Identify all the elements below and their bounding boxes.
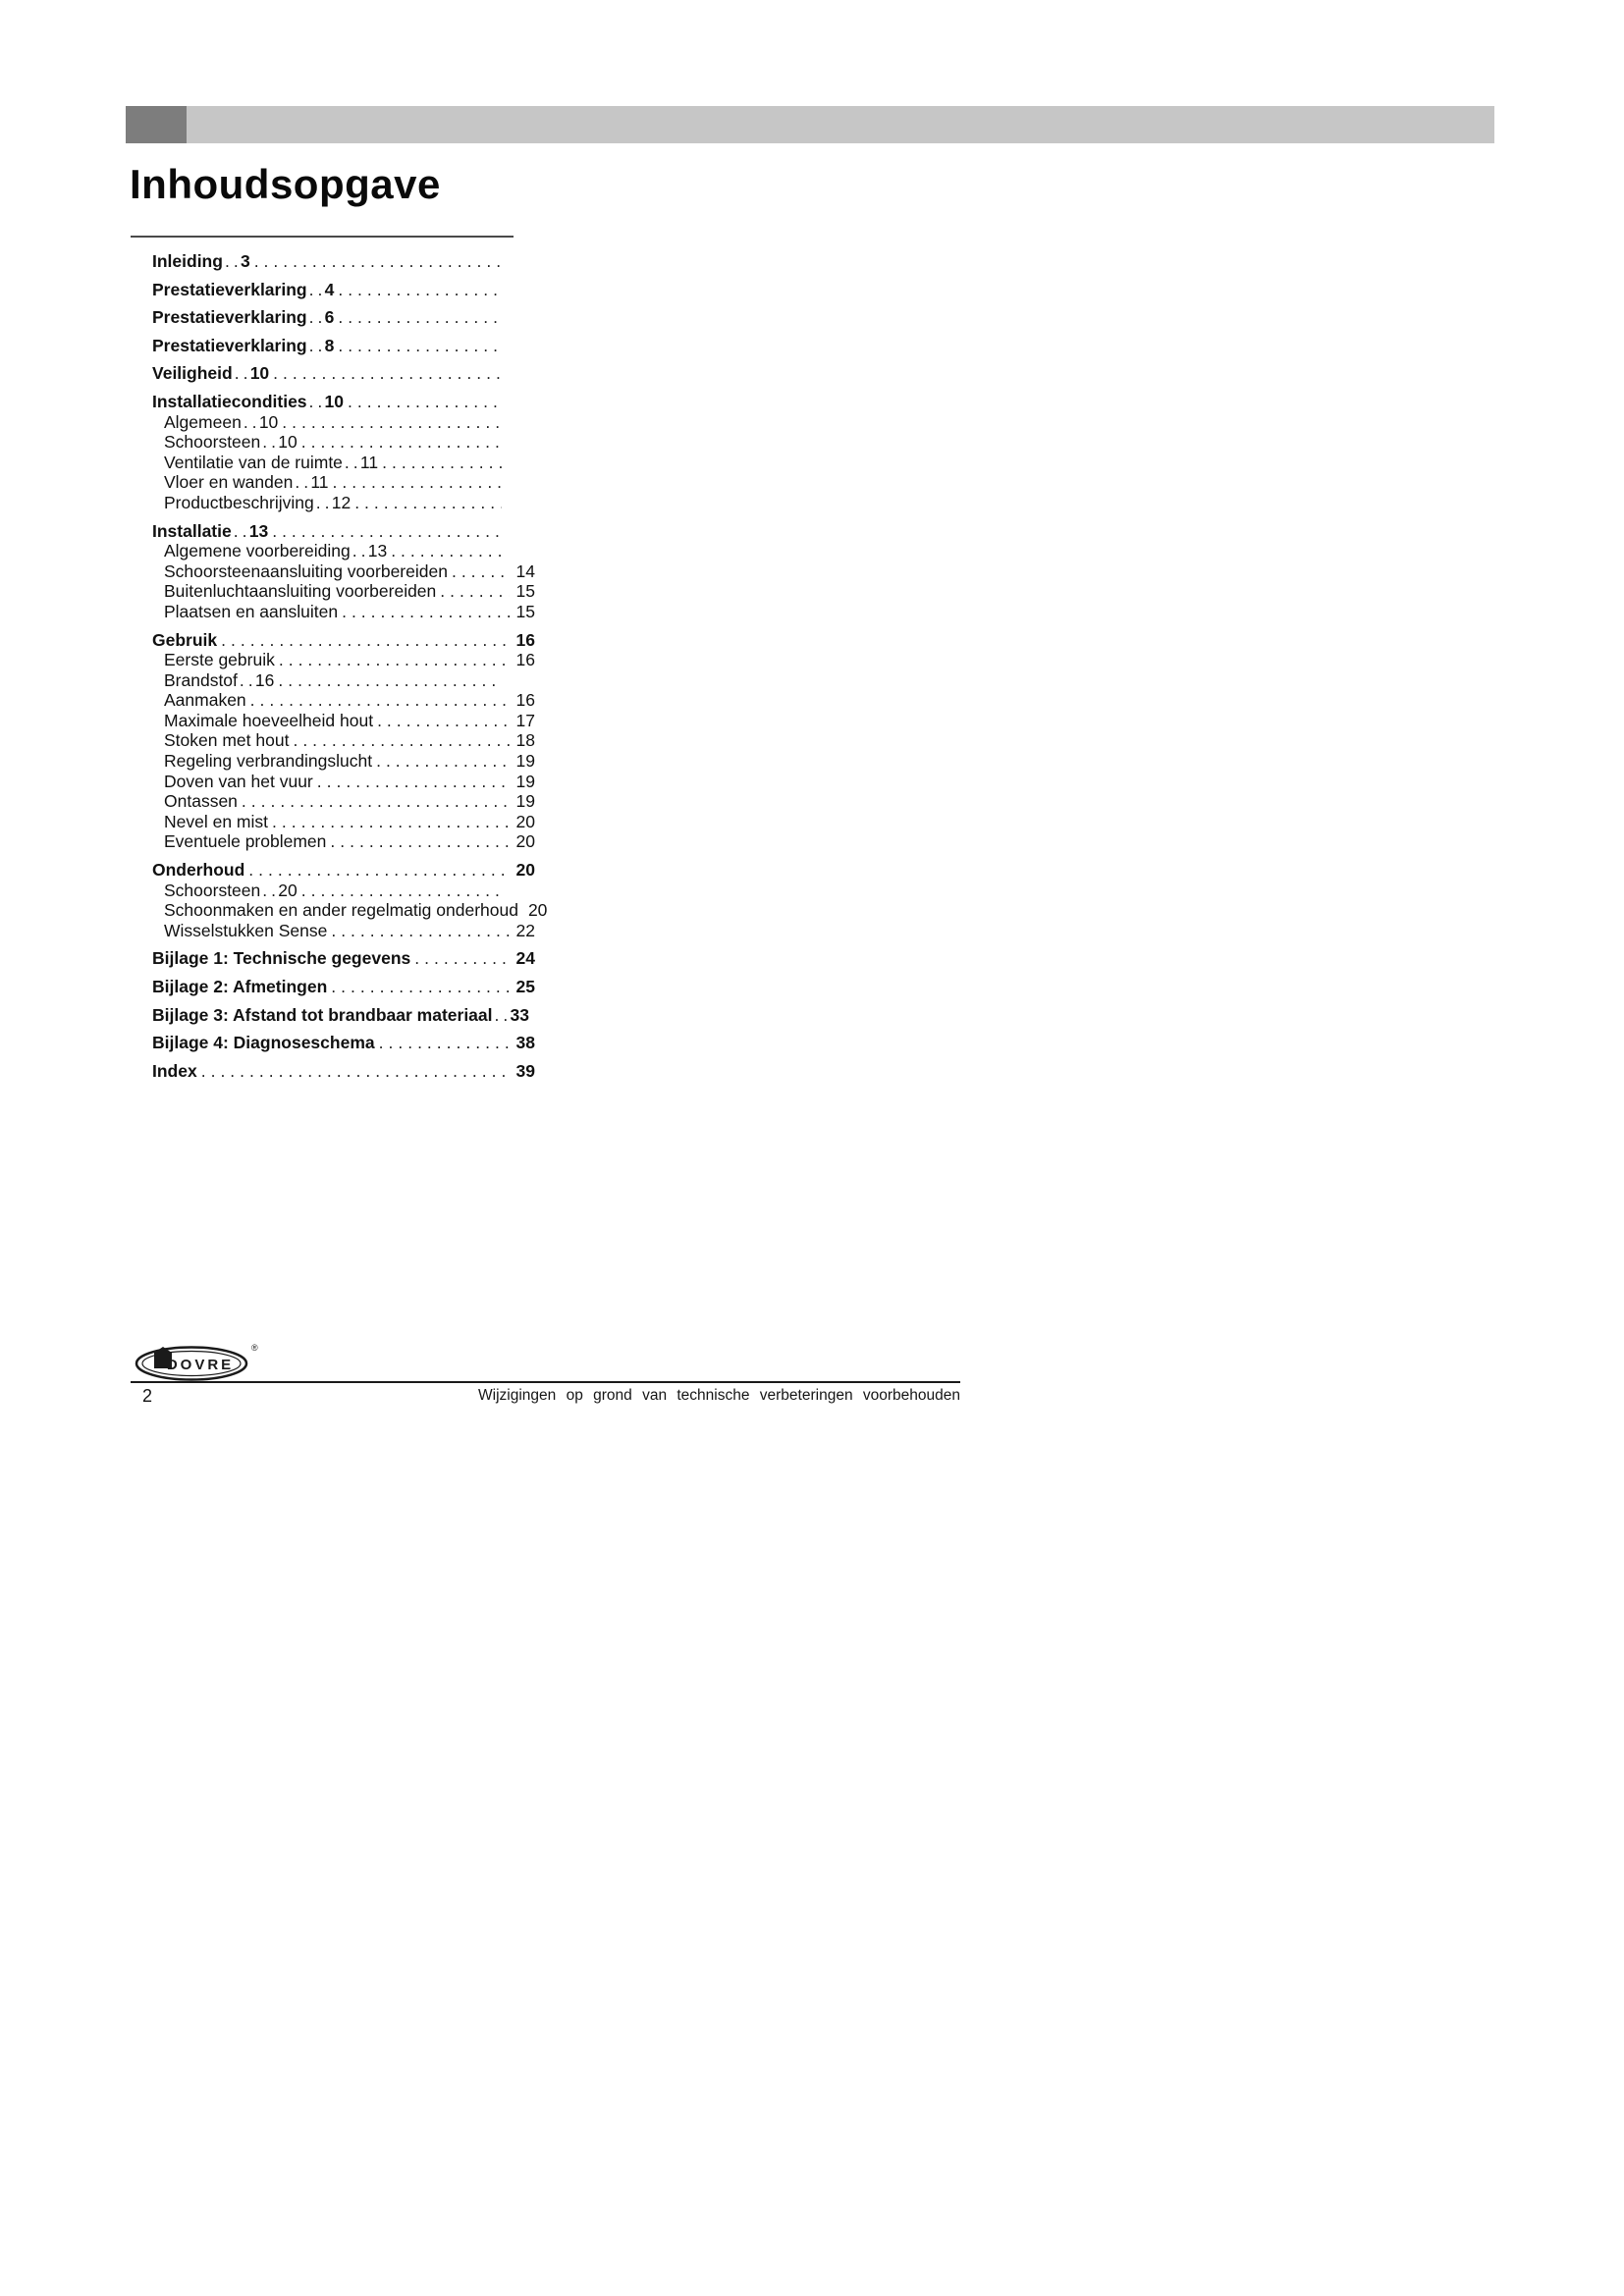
toc-entry-label: Bijlage 1: Technische gegevens <box>152 948 411 969</box>
toc-leader-dots <box>293 730 509 751</box>
toc-page-number: 20 <box>515 831 535 852</box>
toc-leader-dots <box>278 670 502 691</box>
toc-entry-label: Ventilatie van de ruimte <box>164 452 343 472</box>
toc-leader-dots <box>348 392 502 412</box>
toc-leader-dots <box>250 690 510 711</box>
toc-leader-dots <box>282 412 502 433</box>
toc-leader-dots <box>376 751 509 772</box>
toc-entry-label: Regeling verbrandingslucht <box>164 751 373 772</box>
toc-entry-label: Schoorsteen <box>164 432 261 453</box>
toc-leader-dots <box>354 493 502 513</box>
toc-page-number: 18 <box>515 730 535 751</box>
toc-leader-dots <box>235 363 250 384</box>
toc-leader-dots <box>414 948 509 969</box>
toc-entry <box>152 1033 535 1053</box>
toc-leader-dots <box>342 602 509 622</box>
toc-entry-label: Aanmaken <box>164 690 246 711</box>
toc-leader-dots <box>338 336 502 356</box>
toc-entry <box>152 881 535 901</box>
toc-leader-dots <box>262 881 278 901</box>
toc-entry <box>152 1061 535 1082</box>
toc-entry <box>152 812 535 832</box>
toc-entry <box>152 392 535 412</box>
toc-page-number: 13 <box>248 520 269 541</box>
header-bar <box>126 106 1494 143</box>
toc-page-number: 25 <box>515 977 535 996</box>
toc-entry <box>152 453 535 473</box>
toc-entry <box>152 541 535 561</box>
toc-entry-label: Buitenluchtaansluiting voorbereiden <box>164 581 437 602</box>
toc-entry <box>152 977 535 997</box>
toc-leader-dots <box>338 307 502 328</box>
toc-entry <box>152 493 535 513</box>
toc-entry <box>152 412 535 433</box>
toc-leader-dots <box>391 541 502 561</box>
toc-page-number: 39 <box>515 1060 535 1081</box>
toc-page-number: 10 <box>258 411 279 432</box>
toc-page-number: 20 <box>527 900 548 921</box>
toc-page-number: 33 <box>510 1004 529 1025</box>
toc-page-number: 38 <box>515 1033 535 1053</box>
toc-entry-label: Index <box>152 1060 197 1081</box>
toc-leader-dots <box>495 1005 511 1026</box>
toc-page-number: 14 <box>515 561 535 581</box>
toc-page-number: 10 <box>278 432 298 453</box>
toc-page-number: 10 <box>324 391 345 411</box>
toc-entry <box>152 948 535 969</box>
toc-leader-dots <box>301 432 502 453</box>
toc-entry-label: Installatiecondities <box>152 391 307 411</box>
toc-leader-dots <box>440 581 509 602</box>
toc-entry <box>152 791 535 812</box>
toc-page-number: 3 <box>240 251 250 271</box>
toc-entry-label: Maximale hoeveelheid hout <box>164 710 374 730</box>
toc-entry-label: Bijlage 3: Afstand tot brandbaar materiaal <box>152 1004 493 1025</box>
toc-entry-label: Wisselstukken Sense <box>164 920 328 940</box>
dovre-logo-graphic <box>135 1339 258 1382</box>
toc-entry-label: Prestatieverklaring <box>152 279 307 299</box>
toc-entry-label: Inleiding <box>152 251 223 271</box>
toc-entry <box>152 363 535 384</box>
toc-page-number: 16 <box>515 650 535 670</box>
toc-entry <box>152 670 535 691</box>
toc-entry-label: Plaatsen en aansluiten <box>164 601 339 621</box>
toc-page-number: 20 <box>515 811 535 831</box>
toc-page-number: 8 <box>324 335 335 355</box>
toc-entry <box>152 336 535 356</box>
toc-entry-label: Nevel en mist <box>164 811 269 831</box>
toc-leader-dots <box>317 772 510 792</box>
toc-leader-dots <box>295 472 310 493</box>
toc-entry-label: Eventuele problemen <box>164 831 327 852</box>
toc-leader-dots <box>316 493 332 513</box>
toc-leader-dots <box>234 521 249 542</box>
toc-page-number: 22 <box>515 920 535 940</box>
toc-entry <box>152 921 535 941</box>
toc-page-number: 17 <box>515 710 535 730</box>
toc-leader-dots <box>301 881 502 901</box>
toc-leader-dots <box>225 251 241 272</box>
toc-page-number: 10 <box>249 363 270 384</box>
toc-entry-label: Algemeen <box>164 411 242 432</box>
toc-leader-dots <box>452 561 510 582</box>
toc-leader-dots <box>272 521 502 542</box>
dovre-logo <box>135 1339 258 1382</box>
toc-entry-label: Stoken met hout <box>164 730 290 751</box>
toc-page-number: 20 <box>515 860 535 881</box>
toc-leader-dots <box>254 251 502 272</box>
toc-entry-label: Bijlage 2: Afmetingen <box>152 977 328 996</box>
toc-entry-label: Bijlage 4: Diagnoseschema <box>152 1033 375 1053</box>
toc-entry <box>152 280 535 300</box>
toc-page-number: 20 <box>278 880 298 900</box>
toc-leader-dots <box>248 860 509 881</box>
toc-page-number: 16 <box>515 629 535 650</box>
toc-entry <box>152 1005 535 1026</box>
toc-page-number: 15 <box>515 601 535 621</box>
toc-page-number: 13 <box>367 541 388 561</box>
toc-page-number: 24 <box>515 948 535 969</box>
toc-leader-dots <box>331 977 509 997</box>
toc-page-number: 16 <box>515 690 535 711</box>
footer-note: Wijzigingen op grond van technische verbeteringen voorbehouden <box>478 1387 960 1404</box>
toc-leader-dots <box>244 412 259 433</box>
toc-leader-dots <box>242 791 510 812</box>
toc-entry <box>152 602 535 622</box>
toc-page-number: 4 <box>324 279 335 299</box>
toc-entry <box>152 581 535 602</box>
toc-leader-dots <box>330 831 509 852</box>
toc-entry <box>152 730 535 751</box>
toc-entry-label: Onderhoud <box>152 860 245 881</box>
toc-entry <box>152 900 548 921</box>
toc-entry <box>152 831 535 852</box>
toc-entry <box>152 772 535 792</box>
toc-entry-label: Schoonmaken en ander regelmatig onderhoud <box>164 900 518 921</box>
toc-page-number: 19 <box>515 751 535 772</box>
toc-leader-dots <box>309 280 325 300</box>
logo-registered-mark: ® <box>251 1343 258 1353</box>
toc-page-number: 16 <box>254 669 275 690</box>
header-bar-dark-block <box>126 106 187 143</box>
toc-leader-dots <box>273 363 502 384</box>
toc-leader-dots <box>309 307 325 328</box>
toc-entry <box>152 711 535 731</box>
toc-page-number: 19 <box>515 771 535 791</box>
toc-entry <box>152 561 535 582</box>
toc-entry-label: Gebruik <box>152 629 218 650</box>
toc-leader-dots <box>331 921 509 941</box>
toc-entry <box>152 690 535 711</box>
toc-entry-label: Brandstof <box>164 669 238 690</box>
toc-entry-label: Doven van het vuur <box>164 771 313 791</box>
logo-wordmark: DOVRE <box>166 1357 235 1373</box>
toc-leader-dots <box>345 453 360 473</box>
toc-leader-dots <box>262 432 278 453</box>
page-title: Inhoudsopgave <box>130 161 441 207</box>
toc-entry-label: Eerste gebruik <box>164 650 275 670</box>
toc-list <box>152 243 548 1081</box>
toc-leader-dots <box>309 392 325 412</box>
footer-rule <box>131 1381 960 1383</box>
toc-page-number: 19 <box>515 791 535 812</box>
toc-page-number: 11 <box>359 452 379 472</box>
toc-entry-label: Vloer en wanden <box>164 472 294 493</box>
toc-entry-label: Prestatieverklaring <box>152 335 307 355</box>
toc-entry <box>152 630 535 651</box>
toc-leader-dots <box>309 336 325 356</box>
toc-entry-label: Installatie <box>152 520 232 541</box>
toc-page-number: 6 <box>324 307 335 328</box>
toc-entry <box>152 860 535 881</box>
toc-entry-label: Ontassen <box>164 791 238 812</box>
toc-entry-label: Prestatieverklaring <box>152 307 307 328</box>
toc-entry-label: Schoorsteenaansluiting voorbereiden <box>164 561 448 581</box>
toc-page-number: 11 <box>310 472 329 493</box>
toc-entry <box>152 307 535 328</box>
toc-leader-dots <box>377 711 509 731</box>
toc-entry-label: Algemene voorbereiding <box>164 541 351 561</box>
title-underline-rule <box>131 236 514 238</box>
header-bar-light-strip <box>187 106 1494 143</box>
toc-leader-dots <box>221 630 509 651</box>
toc-page-number: 15 <box>515 581 535 602</box>
toc-entry-label: Veiligheid <box>152 363 233 384</box>
toc-leader-dots <box>333 472 502 493</box>
toc-entry <box>152 472 535 493</box>
toc-leader-dots <box>338 280 502 300</box>
toc-leader-dots <box>240 670 255 691</box>
toc-entry-label: Schoorsteen <box>164 880 261 900</box>
toc-leader-dots <box>382 453 502 473</box>
toc-page-number: 12 <box>331 492 352 512</box>
toc-leader-dots <box>201 1061 510 1082</box>
toc-leader-dots <box>272 812 510 832</box>
toc-leader-dots <box>279 650 510 670</box>
toc-entry <box>152 751 535 772</box>
toc-entry <box>152 432 535 453</box>
toc-entry <box>152 650 535 670</box>
toc-entry <box>152 251 535 272</box>
toc-entry <box>152 521 535 542</box>
footer-page-number: 2 <box>142 1386 153 1406</box>
toc-entry-label: Productbeschrijving <box>164 492 314 512</box>
toc-leader-dots <box>352 541 368 561</box>
toc-leader-dots <box>379 1033 510 1053</box>
